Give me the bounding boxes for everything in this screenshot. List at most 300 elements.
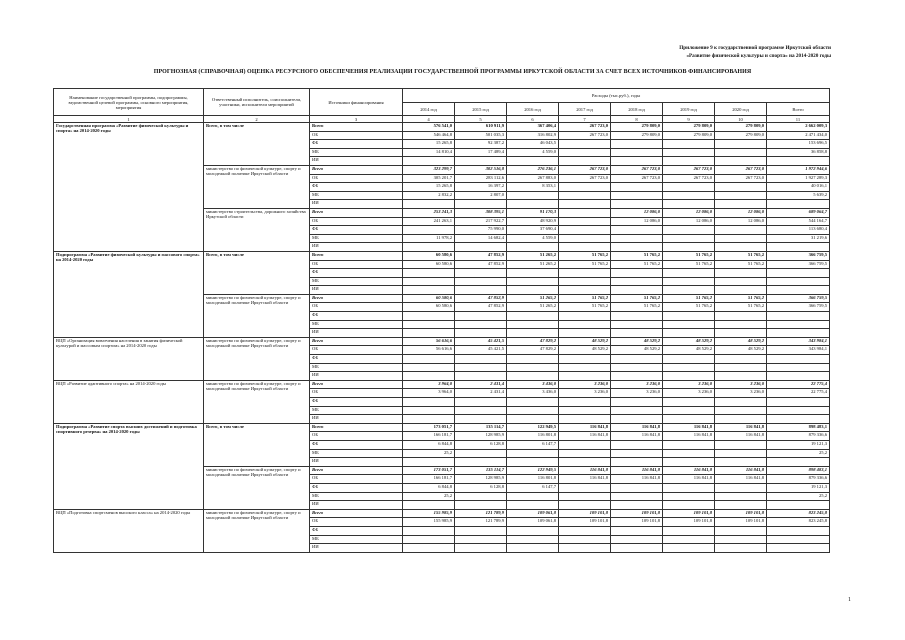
amount-cell bbox=[767, 544, 830, 553]
amount-cell bbox=[715, 363, 767, 372]
amount-cell: 51 765,2 bbox=[559, 294, 611, 303]
amount-cell bbox=[663, 355, 715, 364]
amount-cell bbox=[715, 148, 767, 157]
amount-cell: 121 789,9 bbox=[455, 509, 507, 518]
amount-cell bbox=[715, 277, 767, 286]
program-name-cell: ВЦП «Развитие адаптивного спорта» на 2014-2020 годы bbox=[54, 380, 204, 423]
executor-cell: Всего, в том числе bbox=[204, 123, 310, 166]
source-cell: ИИ bbox=[310, 501, 403, 510]
amount-cell: 267 723,0 bbox=[559, 174, 611, 183]
amount-cell: 51 765,2 bbox=[611, 294, 663, 303]
amount-cell bbox=[611, 415, 663, 424]
amount-cell bbox=[767, 320, 830, 329]
amount-cell: 6 844,8 bbox=[403, 440, 455, 449]
amount-cell bbox=[559, 449, 611, 458]
amount-cell: 3 236,0 bbox=[559, 380, 611, 389]
amount-cell: 898 483,1 bbox=[767, 466, 830, 475]
amount-cell bbox=[715, 458, 767, 467]
amount-cell: 17 489,4 bbox=[455, 148, 507, 157]
source-cell: ФБ bbox=[310, 183, 403, 192]
amount-cell bbox=[611, 355, 663, 364]
amount-cell: 14 810,4 bbox=[403, 148, 455, 157]
amount-cell bbox=[663, 526, 715, 535]
amount-cell: 51 765,2 bbox=[715, 294, 767, 303]
amount-cell bbox=[455, 363, 507, 372]
amount-cell bbox=[715, 286, 767, 295]
source-cell: ИИ bbox=[310, 329, 403, 338]
table-row bbox=[54, 251, 830, 260]
amount-cell: 6 147,7 bbox=[507, 440, 559, 449]
amount-cell bbox=[663, 200, 715, 209]
amount-cell: 267 723,0 bbox=[559, 165, 611, 174]
amount-cell: 51 765,2 bbox=[559, 251, 611, 260]
executor-cell: министерство по физической культуре, спорту и молодежной политике Иркутской области bbox=[204, 380, 310, 423]
amount-cell: 267 723,0 bbox=[611, 174, 663, 183]
amount-cell bbox=[559, 440, 611, 449]
amount-cell: 3 236,0 bbox=[663, 380, 715, 389]
amount-cell: 51 765,2 bbox=[663, 260, 715, 269]
amount-cell bbox=[559, 183, 611, 192]
amount-cell: 109 101,8 bbox=[559, 509, 611, 518]
amount-cell bbox=[715, 501, 767, 510]
table-row bbox=[54, 123, 830, 132]
source-cell: МБ bbox=[310, 535, 403, 544]
amount-cell bbox=[507, 355, 559, 364]
amount-cell bbox=[715, 544, 767, 553]
table-body bbox=[54, 123, 830, 553]
amount-cell bbox=[559, 312, 611, 321]
amount-cell: 3 964,0 bbox=[403, 380, 455, 389]
amount-cell: 116 841,8 bbox=[715, 475, 767, 484]
source-cell: МБ bbox=[310, 492, 403, 501]
amount-cell: 128 985,9 bbox=[455, 432, 507, 441]
amount-cell: 2 471 434,0 bbox=[767, 131, 830, 140]
source-cell: ОБ bbox=[310, 303, 403, 312]
amount-cell bbox=[559, 372, 611, 381]
amount-cell bbox=[559, 148, 611, 157]
amount-cell: 91 170,3 bbox=[507, 208, 559, 217]
source-cell: ОБ bbox=[310, 346, 403, 355]
amount-cell bbox=[767, 526, 830, 535]
header-executor: Ответственный исполнитель, соисполнители, участники, исполнители мероприятий bbox=[204, 89, 310, 116]
source-cell: Всего bbox=[310, 380, 403, 389]
amount-cell: 46 043,5 bbox=[507, 140, 559, 149]
amount-cell bbox=[455, 320, 507, 329]
amount-cell bbox=[715, 406, 767, 415]
amount-cell: 279 809,0 bbox=[611, 123, 663, 132]
source-cell: ИИ bbox=[310, 415, 403, 424]
amount-cell: 51 265,2 bbox=[507, 303, 559, 312]
amount-cell: 51 765,2 bbox=[663, 294, 715, 303]
amount-cell bbox=[611, 544, 663, 553]
amount-cell: 267 723,0 bbox=[559, 131, 611, 140]
source-cell: МБ bbox=[310, 363, 403, 372]
source-cell: ФБ bbox=[310, 312, 403, 321]
amount-cell bbox=[611, 483, 663, 492]
amount-cell bbox=[403, 320, 455, 329]
amount-cell: 45 421,5 bbox=[455, 346, 507, 355]
amount-cell: 546 464,8 bbox=[403, 131, 455, 140]
amount-cell: 173 051,7 bbox=[403, 466, 455, 475]
source-cell: ОБ bbox=[310, 475, 403, 484]
amount-cell: 51 765,2 bbox=[715, 251, 767, 260]
amount-cell: 308 395,1 bbox=[455, 208, 507, 217]
amount-cell bbox=[455, 329, 507, 338]
amount-cell bbox=[559, 329, 611, 338]
amount-cell bbox=[507, 406, 559, 415]
amount-cell bbox=[663, 312, 715, 321]
amount-cell bbox=[403, 329, 455, 338]
amount-cell bbox=[403, 226, 455, 235]
appendix-note bbox=[531, 44, 831, 60]
amount-cell: 279 809,0 bbox=[663, 123, 715, 132]
amount-cell: 25,2 bbox=[767, 492, 830, 501]
amount-cell: 155 985,9 bbox=[403, 518, 455, 527]
amount-cell bbox=[507, 269, 559, 278]
amount-cell: 116 841,8 bbox=[663, 475, 715, 484]
amount-cell bbox=[403, 526, 455, 535]
amount-cell bbox=[403, 269, 455, 278]
amount-cell bbox=[663, 398, 715, 407]
amount-cell bbox=[403, 157, 455, 166]
amount-cell: 366 759,5 bbox=[767, 251, 830, 260]
header-column-number: 7 bbox=[559, 116, 611, 123]
amount-cell: 121 789,9 bbox=[455, 518, 507, 527]
amount-cell: 6 147,7 bbox=[507, 483, 559, 492]
amount-cell bbox=[403, 312, 455, 321]
amount-cell: 109 101,8 bbox=[611, 518, 663, 527]
amount-cell bbox=[611, 535, 663, 544]
amount-cell bbox=[663, 372, 715, 381]
amount-cell bbox=[611, 501, 663, 510]
amount-cell bbox=[403, 243, 455, 252]
executor-cell: министерство по физической культуре, спорту и молодежной политике Иркутской области bbox=[204, 294, 310, 337]
amount-cell bbox=[663, 544, 715, 553]
amount-cell bbox=[715, 483, 767, 492]
header-column-number: 10 bbox=[715, 116, 767, 123]
amount-cell: 241 263,1 bbox=[403, 217, 455, 226]
amount-cell bbox=[403, 535, 455, 544]
amount-cell: 2 431,4 bbox=[455, 389, 507, 398]
amount-cell bbox=[663, 363, 715, 372]
executor-cell: министерство по физической культуре, спорту и молодежной политике Иркутской области bbox=[204, 509, 310, 552]
amount-cell bbox=[403, 355, 455, 364]
amount-cell: 47 852,9 bbox=[455, 260, 507, 269]
amount-cell bbox=[715, 200, 767, 209]
amount-cell bbox=[767, 269, 830, 278]
amount-cell bbox=[715, 269, 767, 278]
amount-cell bbox=[507, 329, 559, 338]
amount-cell: 116 841,8 bbox=[715, 466, 767, 475]
amount-cell: 109 101,8 bbox=[663, 509, 715, 518]
amount-cell: 60 580,6 bbox=[403, 251, 455, 260]
amount-cell bbox=[559, 406, 611, 415]
source-cell: ФБ bbox=[310, 398, 403, 407]
amount-cell bbox=[663, 329, 715, 338]
amount-cell: 116 841,8 bbox=[559, 475, 611, 484]
amount-cell bbox=[767, 243, 830, 252]
source-cell: МБ bbox=[310, 234, 403, 243]
source-cell: Всего bbox=[310, 423, 403, 432]
table-row bbox=[54, 423, 830, 432]
amount-cell: 25,2 bbox=[767, 449, 830, 458]
amount-cell: 122 949,5 bbox=[507, 423, 559, 432]
amount-cell bbox=[559, 398, 611, 407]
amount-cell: 5 639,2 bbox=[767, 191, 830, 200]
amount-cell bbox=[403, 200, 455, 209]
program-name-cell: Государственная программа «Развитие физической культуры и спорта» на 2014-2020 годы bbox=[54, 123, 204, 252]
source-cell: Всего bbox=[310, 123, 403, 132]
amount-cell: 3 236,0 bbox=[715, 380, 767, 389]
amount-cell: 4 559,0 bbox=[507, 148, 559, 157]
amount-cell bbox=[611, 449, 663, 458]
amount-cell bbox=[715, 492, 767, 501]
header-year: Всего bbox=[767, 103, 830, 116]
source-cell: ОБ bbox=[310, 131, 403, 140]
amount-cell bbox=[663, 415, 715, 424]
amount-cell: 253 241,3 bbox=[403, 208, 455, 217]
amount-cell: 75 990,0 bbox=[455, 226, 507, 235]
amount-cell: 116 841,8 bbox=[611, 466, 663, 475]
header-column-number: 11 bbox=[767, 116, 830, 123]
header-year: 2016 год bbox=[507, 103, 559, 116]
amount-cell bbox=[715, 191, 767, 200]
amount-cell bbox=[663, 234, 715, 243]
amount-cell: 544 164,7 bbox=[767, 217, 830, 226]
amount-cell: 48 529,2 bbox=[663, 346, 715, 355]
amount-cell bbox=[455, 501, 507, 510]
program-name-cell: ВЦП «Организация вовлечения населения в занятия физической культурой и массовым спортом» на 2014-2020 годы bbox=[54, 337, 204, 380]
amount-cell bbox=[403, 398, 455, 407]
amount-cell: 279 809,0 bbox=[715, 123, 767, 132]
source-cell: ФБ bbox=[310, 440, 403, 449]
amount-cell bbox=[715, 320, 767, 329]
amount-cell bbox=[507, 243, 559, 252]
amount-cell bbox=[455, 544, 507, 553]
amount-cell: 60 580,6 bbox=[403, 260, 455, 269]
amount-cell bbox=[455, 372, 507, 381]
amount-cell: 6 844,8 bbox=[403, 483, 455, 492]
amount-cell: 60 580,6 bbox=[403, 294, 455, 303]
source-cell: МБ bbox=[310, 320, 403, 329]
amount-cell bbox=[403, 406, 455, 415]
source-cell: МБ bbox=[310, 449, 403, 458]
amount-cell: 116 841,8 bbox=[715, 423, 767, 432]
amount-cell bbox=[663, 157, 715, 166]
amount-cell bbox=[715, 398, 767, 407]
amount-cell: 60 580,6 bbox=[403, 303, 455, 312]
amount-cell: 302 516,8 bbox=[455, 165, 507, 174]
amount-cell: 48 529,2 bbox=[559, 337, 611, 346]
amount-cell: 113 680,4 bbox=[767, 226, 830, 235]
amount-cell: 37 690,4 bbox=[507, 226, 559, 235]
amount-cell: 48 529,2 bbox=[715, 337, 767, 346]
amount-cell: 3 436,0 bbox=[507, 380, 559, 389]
amount-cell: 92 387,2 bbox=[455, 140, 507, 149]
amount-cell bbox=[715, 243, 767, 252]
program-name-cell: Подпрограмма «Развитие физической культуры и массового спорта» на 2014-2020 годы bbox=[54, 251, 204, 337]
amount-cell bbox=[455, 526, 507, 535]
amount-cell bbox=[507, 544, 559, 553]
amount-cell bbox=[767, 312, 830, 321]
amount-cell: 3 236,0 bbox=[611, 380, 663, 389]
amount-cell bbox=[507, 415, 559, 424]
amount-cell bbox=[611, 363, 663, 372]
amount-cell bbox=[611, 398, 663, 407]
amount-cell: 2 807,0 bbox=[455, 191, 507, 200]
amount-cell: 47 852,9 bbox=[455, 251, 507, 260]
source-cell: ФБ bbox=[310, 140, 403, 149]
amount-cell: 366 759,5 bbox=[767, 260, 830, 269]
amount-cell: 1 927 289,3 bbox=[767, 174, 830, 183]
amount-cell: 128 985,9 bbox=[455, 475, 507, 484]
source-cell: ИИ bbox=[310, 458, 403, 467]
source-cell: ИИ bbox=[310, 200, 403, 209]
amount-cell: 51 265,2 bbox=[507, 251, 559, 260]
amount-cell: 51 765,2 bbox=[611, 303, 663, 312]
source-cell: МБ bbox=[310, 277, 403, 286]
amount-cell bbox=[403, 501, 455, 510]
amount-cell: 48 529,2 bbox=[611, 346, 663, 355]
amount-cell bbox=[611, 148, 663, 157]
amount-cell: 51 765,2 bbox=[611, 260, 663, 269]
amount-cell bbox=[559, 140, 611, 149]
amount-cell bbox=[611, 458, 663, 467]
amount-cell: 316 802,9 bbox=[507, 131, 559, 140]
amount-cell: 116 841,8 bbox=[559, 466, 611, 475]
header-source: Источники финансирования bbox=[310, 89, 403, 116]
amount-cell bbox=[663, 191, 715, 200]
amount-cell bbox=[559, 277, 611, 286]
amount-cell: 47 852,9 bbox=[455, 303, 507, 312]
amount-cell: 51 765,2 bbox=[559, 260, 611, 269]
amount-cell bbox=[715, 312, 767, 321]
amount-cell bbox=[663, 140, 715, 149]
amount-cell bbox=[559, 501, 611, 510]
amount-cell: 323 299,7 bbox=[403, 165, 455, 174]
amount-cell: 8 353,1 bbox=[507, 183, 559, 192]
amount-cell bbox=[663, 501, 715, 510]
amount-cell: 116 841,8 bbox=[611, 423, 663, 432]
amount-cell: 109 101,8 bbox=[715, 518, 767, 527]
amount-cell bbox=[611, 243, 663, 252]
source-cell: Всего bbox=[310, 165, 403, 174]
amount-cell: 135 114,7 bbox=[455, 466, 507, 475]
amount-cell bbox=[611, 526, 663, 535]
amount-cell: 276 236,1 bbox=[507, 165, 559, 174]
amount-cell: 116 841,8 bbox=[611, 475, 663, 484]
amount-cell bbox=[507, 372, 559, 381]
amount-cell: 48 529,2 bbox=[715, 346, 767, 355]
amount-cell: 3 236,0 bbox=[611, 389, 663, 398]
amount-cell: 366 759,5 bbox=[767, 294, 830, 303]
header-year: 2014 год bbox=[403, 103, 455, 116]
amount-cell bbox=[663, 183, 715, 192]
amount-cell: 51 765,2 bbox=[559, 303, 611, 312]
amount-cell: 576 541,0 bbox=[403, 123, 455, 132]
amount-cell: 31 219,6 bbox=[767, 234, 830, 243]
amount-cell: 279 809,0 bbox=[611, 131, 663, 140]
amount-cell: 12 086,0 bbox=[715, 217, 767, 226]
appendix-line-2: «Развитие физической культуры и спорта» на 2014-2020 годы bbox=[686, 53, 831, 59]
amount-cell bbox=[403, 286, 455, 295]
funding-table bbox=[53, 88, 830, 553]
amount-cell: 109 101,8 bbox=[715, 509, 767, 518]
source-cell: МБ bbox=[310, 191, 403, 200]
amount-cell bbox=[403, 415, 455, 424]
amount-cell bbox=[611, 157, 663, 166]
amount-cell bbox=[455, 269, 507, 278]
amount-cell: 267 723,0 bbox=[715, 174, 767, 183]
amount-cell: 217 922,7 bbox=[455, 217, 507, 226]
amount-cell: 25,2 bbox=[403, 492, 455, 501]
amount-cell bbox=[455, 458, 507, 467]
amount-cell bbox=[455, 406, 507, 415]
amount-cell: 51 765,2 bbox=[611, 251, 663, 260]
amount-cell bbox=[559, 320, 611, 329]
document-title: ПРОГНОЗНАЯ (СПРАВОЧНАЯ) ОЦЕНКА РЕСУРСНОГО ОБЕСПЕЧЕНИЯ РЕАЛИЗАЦИИ ГОСУДАРСТВЕННОЙ ПРОГРАММЫ ИРКУТСКОЙ ОБЛАСТИ ЗА СЧЕТ ВСЕХ ИСТОЧНИКОВ ФИНАНСИРОВАНИЯ bbox=[153, 69, 752, 75]
amount-cell bbox=[559, 535, 611, 544]
amount-cell bbox=[715, 140, 767, 149]
header-year: 2020 год bbox=[715, 103, 767, 116]
amount-cell bbox=[767, 355, 830, 364]
amount-cell: 15 265,8 bbox=[403, 140, 455, 149]
amount-cell bbox=[559, 492, 611, 501]
amount-cell: 12 086,0 bbox=[715, 208, 767, 217]
amount-cell bbox=[663, 483, 715, 492]
amount-cell bbox=[663, 440, 715, 449]
amount-cell: 305 201,7 bbox=[403, 174, 455, 183]
amount-cell bbox=[507, 398, 559, 407]
amount-cell bbox=[663, 535, 715, 544]
header-expenses: Расходы (тыс.руб.), годы bbox=[403, 89, 830, 103]
amount-cell bbox=[507, 191, 559, 200]
amount-cell bbox=[767, 286, 830, 295]
header-year: 2018 год bbox=[611, 103, 663, 116]
source-cell: ФБ bbox=[310, 355, 403, 364]
amount-cell bbox=[559, 208, 611, 217]
amount-cell: 36 858,8 bbox=[767, 148, 830, 157]
amount-cell bbox=[403, 458, 455, 467]
source-cell: ОБ bbox=[310, 389, 403, 398]
amount-cell bbox=[559, 243, 611, 252]
source-cell: ФБ bbox=[310, 226, 403, 235]
amount-cell bbox=[767, 406, 830, 415]
amount-cell bbox=[715, 526, 767, 535]
amount-cell: 47 852,9 bbox=[455, 294, 507, 303]
amount-cell: 6 128,8 bbox=[455, 440, 507, 449]
source-cell: ОБ bbox=[310, 260, 403, 269]
program-name-cell: Подпрограмма «Развитие спорта высших достижений и подготовка спортивного резерва» на 2014-2020 годы bbox=[54, 423, 204, 509]
amount-cell bbox=[611, 320, 663, 329]
amount-cell bbox=[455, 492, 507, 501]
amount-cell bbox=[507, 277, 559, 286]
amount-cell bbox=[507, 286, 559, 295]
amount-cell bbox=[767, 415, 830, 424]
amount-cell bbox=[767, 329, 830, 338]
amount-cell bbox=[559, 355, 611, 364]
amount-cell bbox=[611, 200, 663, 209]
amount-cell bbox=[455, 398, 507, 407]
amount-cell: 116 841,8 bbox=[611, 432, 663, 441]
amount-cell: 879 336,6 bbox=[767, 475, 830, 484]
amount-cell: 879 336,6 bbox=[767, 432, 830, 441]
amount-cell bbox=[507, 526, 559, 535]
amount-cell: 2 662 009,3 bbox=[767, 123, 830, 132]
source-cell: МБ bbox=[310, 148, 403, 157]
amount-cell: 12 086,0 bbox=[611, 217, 663, 226]
amount-cell bbox=[559, 157, 611, 166]
